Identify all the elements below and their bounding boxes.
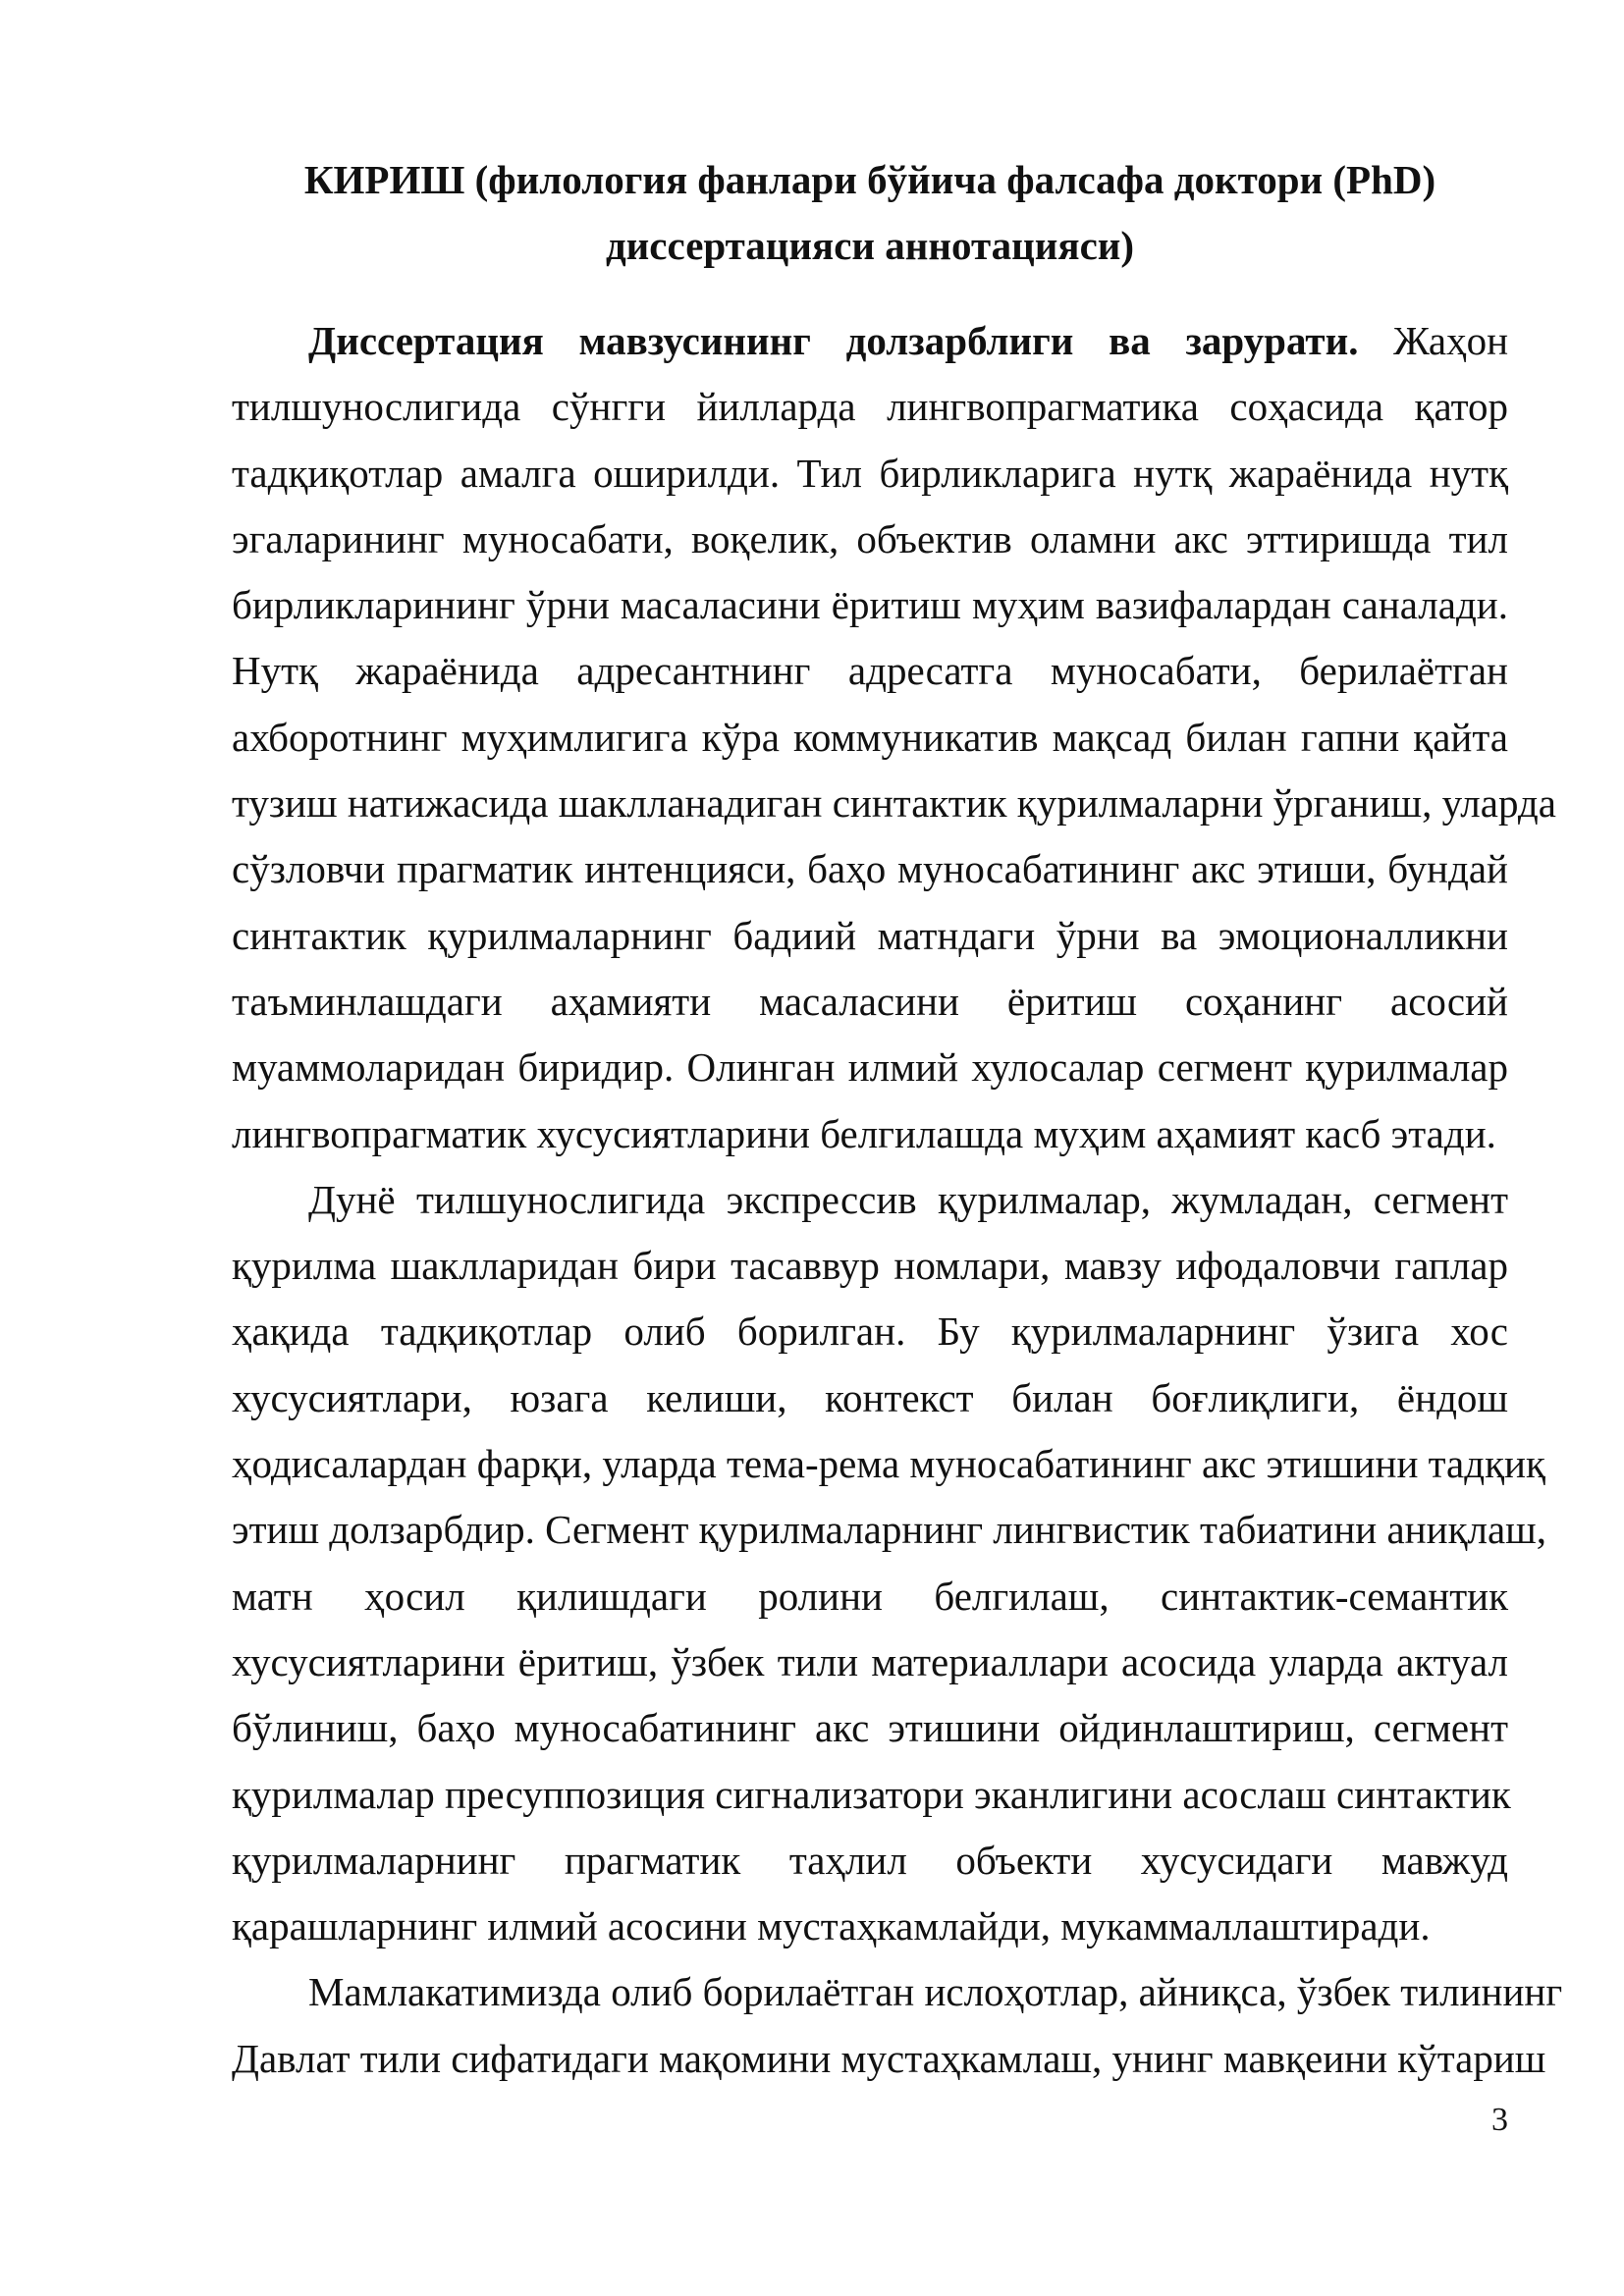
paragraph-line: тадқиқотлар амалга оширилди. Тил бирликларига нутқ жараёнида нутқ	[232, 450, 1508, 496]
paragraph-line: Мамлакатимизда олиб борилаётган ислоҳотлар, айниқса, ўзбек тилининг	[308, 1969, 1563, 2015]
paragraph-line: Дунё тилшунослигида экспрессив қурилмалар, жумладан, сегмент	[308, 1176, 1508, 1222]
paragraph-line: Нутқ жараёнида адресантнинг адресатга муносабати, берилаётган	[232, 648, 1508, 694]
paragraph-line: қурилмалар пресуппозиция сигнализатори эканлигини асослаш синтактик	[232, 1771, 1511, 1817]
paragraph-line: синтактик қурилмаларнинг бадиий матндаги ўрни ва эмоционалликни	[232, 912, 1508, 958]
paragraph-line: ахборотнинг муҳимлигига кўра коммуникатив мақсад билан гапни қайта	[232, 714, 1508, 760]
title-line-2: диссертацияси аннотацияси)	[605, 223, 1135, 268]
paragraph-line: бўлиниш, баҳо муносабатининг акс этишини ойдинлаштириш, сегмент	[232, 1705, 1508, 1751]
page-number: 3	[1491, 2102, 1508, 2138]
paragraph-line: хусусиятлари, юзага келиши, контекст билан боғлиқлиги, ёндош	[232, 1374, 1508, 1420]
page-title	[232, 147, 1508, 279]
paragraph-line: муаммоларидан биридир. Олинган илмий хулосалар сегмент қурилмалар	[232, 1044, 1508, 1091]
paragraph-line: бирликларининг ўрни масаласини ёритиш муҳим вазифалардан саналади.	[232, 582, 1508, 628]
paragraph-1-line-1	[232, 308, 1508, 374]
paragraph-line: ҳақида тадқиқотлар олиб борилган. Бу қурилмаларнинг ўзига хос	[232, 1308, 1508, 1355]
document-body	[232, 308, 1563, 2092]
paragraph-line: лингвопрагматик хусусиятларини белгилашда муҳим аҳамият касб этади.	[232, 1110, 1496, 1156]
paragraph-line: матн ҳосил қилишдаги ролини белгилаш, синтактик-семантик	[232, 1573, 1508, 1619]
paragraph-line: тузиш натижасида шаклланадиган синтактик қурилмаларни ўрганиш, уларда	[232, 780, 1556, 827]
paragraph-line: сўзловчи прагматик интенцияси, баҳо муносабатининг акс этиши, бундай	[232, 846, 1508, 892]
section-heading: Диссертация мавзусининг долзарблиги ва зарурати.	[308, 318, 1359, 363]
paragraph-line: хусусиятларини ёритиш, ўзбек тили материаллари асосида уларда актуал	[232, 1638, 1508, 1684]
paragraph-line: ҳодисалардан фарқи, уларда тема-рема муносабатининг акс этишини тадқиқ	[232, 1441, 1545, 1487]
paragraph-line: таъминлашдаги аҳамияти масаласини ёритиш соҳанинг асосий	[232, 978, 1508, 1024]
paragraph-1-line-1-text: Жаҳон	[1393, 318, 1509, 363]
paragraph-line: эгаларининг муносабати, воқелик, объектив оламни акс эттиришда тил	[232, 515, 1508, 561]
paragraph-line: қурилма шаклларидан бири тасаввур номлари, мавзу ифодаловчи гаплар	[232, 1243, 1508, 1289]
paragraph-line: этиш долзарбдир. Сегмент қурилмаларнинг лингвистик табиатини аниқлаш,	[232, 1507, 1546, 1553]
paragraph-line: қурилмаларнинг прагматик таҳлил объекти хусусидаги мавжуд	[232, 1837, 1508, 1883]
paragraph-line: Давлат тили сифатидаги мақомини мустаҳкамлаш, унинг мавқеини кўтариш	[232, 2035, 1546, 2081]
title-line-1: КИРИШ (филология фанлари бўйича фалсафа доктори (PhD)	[303, 157, 1436, 202]
paragraph-line: қарашларнинг илмий асосини мустаҳкамлайди, мукаммаллаштиради.	[232, 1903, 1431, 1949]
paragraph-line: тилшунослигида сўнгги йилларда лингвопрагматика соҳасида қатор	[232, 384, 1508, 430]
